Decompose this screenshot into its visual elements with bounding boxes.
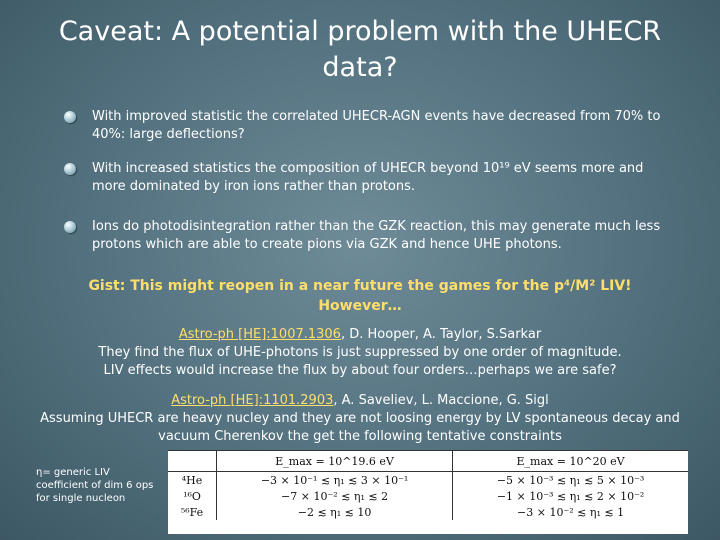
- bullet-item: [58, 160, 668, 196]
- table-header-row: [168, 451, 688, 472]
- constraint-cell: −2 ≲ η₁ ≲ 10: [217, 504, 453, 520]
- arxiv-link-1007-1306[interactable]: Astro-ph [HE]:1007.1306: [178, 327, 341, 342]
- table-header-cell: E_max = 10^19.6 eV: [217, 451, 453, 472]
- bullet-icon: [64, 221, 76, 233]
- bullet-item: [58, 218, 668, 254]
- reference-1-line: LIV effects would increase the flux by about four orders…perhaps we are safe?: [103, 363, 617, 378]
- bullet-item: [58, 108, 668, 144]
- bullet-icon: [64, 111, 76, 123]
- constraint-cell: −3 × 10⁻¹ ≲ η₁ ≲ 3 × 10⁻¹: [217, 472, 453, 489]
- bullet-text: With increased statistics the composition of UHECR beyond 10¹⁹ eV seems more and more dominated by iron ions rather than protons.: [92, 161, 644, 194]
- reference-2-authors: , A. Saveliev, L. Maccione, G. Sigl: [333, 393, 549, 408]
- bullet-text: With improved statistic the correlated UHECR-AGN events have decreased from 70% to 40%: large deflections?: [92, 109, 661, 142]
- table-header-cell: E_max = 10^20 eV: [453, 451, 688, 472]
- nucleus-cell: ¹⁶O: [168, 488, 217, 504]
- reference-1: [20, 326, 700, 380]
- gist-statement: [40, 276, 680, 316]
- bullet-icon: [64, 163, 76, 175]
- constraint-cell: −5 × 10⁻³ ≲ η₁ ≲ 5 × 10⁻³: [496, 473, 645, 487]
- table-row: [168, 472, 688, 489]
- gist-line: Gist: This might reopen in a near future the games for the p⁴/M² LIV!: [88, 278, 632, 294]
- reference-1-citation: [20, 326, 700, 344]
- reference-1-authors: , D. Hooper, A. Taylor, S.Sarkar: [340, 327, 542, 342]
- reference-1-line: They find the flux of UHE-photons is just suppressed by one order of magnitude.: [98, 345, 622, 360]
- however-line: However…: [318, 298, 402, 314]
- bullet-list: [58, 108, 668, 254]
- table-row: [168, 488, 688, 504]
- nucleus-cell: ⁵⁶Fe: [168, 504, 217, 520]
- constraints-table-grid: [168, 450, 688, 520]
- table-header-cell: [168, 451, 217, 472]
- constraint-cell: −7 × 10⁻² ≲ η₁ ≲ 2: [217, 488, 453, 504]
- constraint-cell: −3 × 10⁻² ≲ η₁ ≲ 1: [517, 505, 625, 519]
- slide-title: Caveat: A potential problem with the UHECR data?: [58, 16, 662, 83]
- arxiv-link-1101-2903[interactable]: Astro-ph [HE]:1101.2903: [171, 393, 334, 408]
- constraint-cell: −1 × 10⁻³ ≲ η₁ ≲ 2 × 10⁻²: [496, 489, 645, 503]
- constraints-table: [168, 450, 688, 534]
- bullet-text: Ions do photodisintegration rather than the GZK reaction, this may generate much less protons which are able to create pions via GZK and hence UHE photons.: [92, 219, 661, 252]
- reference-2: [20, 392, 700, 446]
- table-row: [168, 504, 688, 520]
- reference-2-line: vacuum Cherenkov the get the following tentative constraints: [158, 429, 562, 444]
- reference-2-line: Assuming UHECR are heavy nucley and they are not loosing energy by LV spontaneous decay and: [40, 411, 680, 426]
- reference-2-citation: [20, 392, 700, 410]
- nucleus-cell: ⁴He: [168, 472, 217, 489]
- references: [20, 326, 700, 446]
- eta-note: η= generic LIV coefficient of dim 6 ops for single nucleon: [36, 467, 154, 504]
